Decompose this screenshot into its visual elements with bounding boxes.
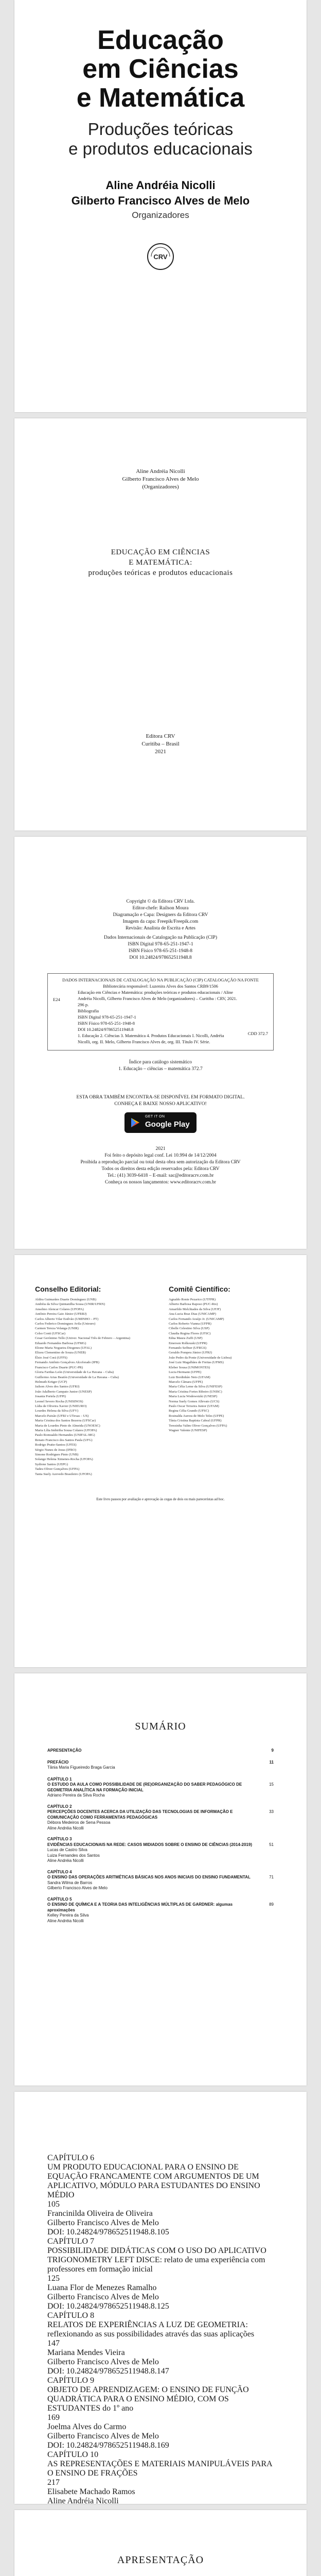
board-member: Paulo Oscar Teixeira Junior (UFAM) bbox=[169, 1404, 219, 1408]
toc-entry[interactable] bbox=[47, 1777, 274, 1799]
board-member: Francisco Carlos Duarte (PUC-PR) bbox=[35, 1365, 83, 1369]
toc-author: Lucas de Castro Silva Luiza Fernandes dos Santos Aline Andréia Nicolli bbox=[47, 1848, 100, 1863]
toc-entry[interactable] bbox=[47, 2376, 274, 2450]
toc-chapter-label: CAPÍTULO 10 bbox=[47, 2450, 99, 2459]
presentation-title: APRESENTAÇÃO bbox=[117, 2554, 204, 2566]
board-member: Agnaldo Ronie Pezarico (UTFPR) bbox=[169, 1298, 216, 1301]
toc-entry-title: O ENSINO DE QUÍMICA E A TEORIA DAS INTELIGÊNCIAS MÚLTIPLAS DE GARDNER: algumas aproximações bbox=[47, 1902, 233, 1912]
publisher-logo-text: CRV bbox=[153, 253, 168, 261]
board-member: Fernando Seffner (UFRGS) bbox=[169, 1346, 207, 1350]
board-member: Paulo Romualdo Hernandes (UNIFAL-MG) bbox=[35, 1433, 95, 1437]
toc-chapter-label: CAPÍTULO 5 bbox=[47, 1896, 72, 1902]
board-member: Geraldo Pompeu Júnior (UFRJ) bbox=[169, 1351, 212, 1355]
board-member: Luiz Bordinhão Neto (UFAM) bbox=[169, 1375, 210, 1379]
board-member: Cibelle Celestino Silva (USP) bbox=[169, 1327, 209, 1331]
toc-entry-title: RELATOS DE EXPERIÊNCIAS A LUZ DE GEOMETRIA: reflexionando as sus possibilidades através das suas aplicações bbox=[47, 2320, 255, 2338]
board-member: Celso Conti (UFSCar) bbox=[35, 1331, 65, 1335]
cip-catalog-box: DADOS INTERNACIONAIS DE CATALOGAÇÃO NA PUBLICAÇÃO (CIP) CATALOGAÇÃO NA FONTE Bibliotecária responsável: Luzenira Alves dos Santos CRB9/1506 E24 Educação em Ciências e Matemática: produções teóricas e produtos educacionais / Aline Andréia Nicolli, Gilberto Francisco Alves de Melo (organizadores) – Curitiba : CRV, 2021. 296 p. Bibliografia ISBN Digital 978-65-251-1947-1 ISBN Físico 978-65-251-1948-8 DOI 10.24824/978652511948.8 1. Educação 2. Ciências 3. Matemática 4. Produtos Educacionais I. Nicolli, Andréia Nicolli, org. II. Melo, Gilberto Francisco Alves de, org. III. Título IV. Série. CDD 372.7 bbox=[47, 973, 274, 1050]
board-member: Maria Lília Imbiriba Sousa Colares (UFOPA) bbox=[35, 1428, 97, 1432]
toc-entry[interactable] bbox=[47, 2154, 274, 2237]
board-member: Carlos Roberto Vianna (UFPR) bbox=[169, 1322, 211, 1326]
board-member: Wagner Valente (UNIFESP) bbox=[169, 1428, 207, 1432]
digital-notice: ESTA OBRA TAMBÉM ENCONTRA-SE DISPONÍVEL EM FORMATO DIGITAL. CONHEÇA E BAIXE NOSSO APLICATIVO! bbox=[76, 1095, 245, 1107]
toc-author: Débora Medeiros de Sena Pessoa Aline Andréia Nicolli bbox=[47, 1820, 111, 1831]
toc-page-number: 89 bbox=[269, 1902, 274, 1907]
title-page bbox=[14, 418, 307, 831]
board-member: Gloria Fariñas León (Universidade de La Havana – Cuba) bbox=[35, 1370, 114, 1375]
board-member: José Luiz Magalhães de Freitas (UFMS) bbox=[169, 1361, 224, 1365]
board-member: Lucia Hermann (UFPE) bbox=[169, 1370, 202, 1375]
toc-chapter-label: CAPÍTULO 7 bbox=[47, 2237, 95, 2246]
board-member: Marcelo Câmara (UFPE) bbox=[169, 1380, 203, 1384]
toc-page-number: 169 bbox=[47, 2413, 60, 2422]
board-member: Leonel Severo Rocha (UNISINOS) bbox=[35, 1399, 83, 1403]
legal-footer: 2021 Foi feito o depósito legal conf. Lei 10.994 de 14/12/2004 Proibida a reprodução parcial ou total desta obra sem autorização da Editora CRV Todos os direitos desta edição reservados pela: Editora CRV Tel.: (41) 3039-6418 – E-mail: sac@editoracrv.com.br Conheça os nossos lançamentos: www.editoracrv.com.br bbox=[80, 1146, 241, 1185]
cover-title: Educação em Ciências e Matemática bbox=[76, 25, 245, 113]
toc-entry[interactable] bbox=[47, 1870, 274, 1891]
board-member: Kleber Sousa (UNIMONTES) bbox=[169, 1365, 210, 1369]
toc-entry[interactable] bbox=[47, 1804, 274, 1832]
toc-entry[interactable] bbox=[47, 1760, 274, 1771]
board-member: Elione Maria Nogueira Diogenes (UFAL) bbox=[35, 1346, 92, 1350]
peer-review-note: Este livro passou por avaliação e aprovação às cegas de dois ou mais pareceristas ad hoc. bbox=[96, 1497, 225, 1501]
toc-chapter-label: CAPÍTULO 9 bbox=[47, 2376, 95, 2385]
board-member: João Pedro da Ponte (Universidade de Lisboa) bbox=[169, 1355, 232, 1360]
board-member: Maria Célia Leme da Silva (UNIFESP) bbox=[169, 1385, 222, 1389]
isbn-block: Dados Internacionais de Catalogação na Publicação (CIP) ISBN Digital 978-65-251-1947-1 ISBN Físico 978-65-251-1948-8 DOI 10.24824/978652511948.8 bbox=[103, 935, 217, 960]
toc-entry-title: O ESTUDO DA AULA COMO POSSIBILIDADE DE (RE)ORGANIZAÇÃO DO SABER PEDAGÓGICO DE GEOMETRIA ANALÍTICA NA FORMAÇÃO INICIAL bbox=[47, 1782, 242, 1792]
index-block: Índice para catálogo sistemático 1. Educação – ciências – matemática 372.7 bbox=[118, 1060, 203, 1072]
play-store-icon bbox=[130, 1117, 141, 1128]
board-member: Maria Cristina dos Santos Bezerra (UFSCar) bbox=[35, 1419, 96, 1423]
table-of-contents-continued bbox=[47, 2154, 274, 2504]
title-page-title: EDUCAÇÃO EM CIÊNCIAS E MATEMÁTICA: produções teóricas e produtos educacionais bbox=[88, 548, 233, 577]
toc-page-number: 11 bbox=[269, 1759, 274, 1765]
toc-entry[interactable] bbox=[47, 2311, 274, 2376]
copyright-block: Copyright © da Editora CRV Ltda. Editor-chefe: Railson Moura Diagramação e Capa: Designers da Editora CRV Imagem da capa: Freepik/Freepik.com Revisão: Analista de Escrita e Artes bbox=[113, 899, 208, 931]
toc-author: Elisabete Machado Ramos Aline Andréia Nicolli bbox=[47, 2487, 135, 2504]
cover-subtitle: Produções teóricas e produtos educacionais bbox=[68, 120, 253, 158]
board-member: Rosinalda Aurora de Melo Teles (UFPE) bbox=[169, 1414, 224, 1418]
board-member: Marcelo Paixão (UFRJ e UTexas – US) bbox=[35, 1414, 89, 1418]
board-member: Lídia de Oliveira Xavier (UNIEURO) bbox=[35, 1404, 87, 1408]
board-member: Tadeu Oliver Gonçalves (UFPA) bbox=[35, 1467, 80, 1471]
summary-page-continued bbox=[14, 2092, 307, 2504]
board-member: Simone Rodrigues Pinto (UNB) bbox=[35, 1453, 79, 1456]
toc-page-number: 105 bbox=[47, 2200, 60, 2209]
toc-author: Kelley Pereira da Silva Aline Andréia Nicolli bbox=[47, 1913, 89, 1923]
toc-entry-title: AS REPRESENTAÇÕES E MATERIAIS MANIPULÁVEIS PARA O ENSINO DE FRAÇÕES bbox=[47, 2460, 272, 2478]
toc-chapter-label: CAPÍTULO 1 bbox=[47, 1776, 72, 1782]
toc-chapter-label: CAPÍTULO 8 bbox=[47, 2311, 95, 2320]
toc-page-number: 9 bbox=[271, 1748, 274, 1753]
board-member: Lourdes Helena da Silva (UFV) bbox=[35, 1409, 79, 1413]
board-member: Ana Lucia Braz Dias (UNICAMP) bbox=[169, 1312, 216, 1316]
council-member-list bbox=[35, 1297, 153, 1477]
board-member: Edna Maura Zuffi (USP) bbox=[169, 1336, 203, 1341]
board-member: Amarildo Melchiades da Silva (UFJF) bbox=[169, 1307, 221, 1311]
board-member: Fernando Antônio Gonçalves Alcoforado (IPB) bbox=[35, 1361, 99, 1365]
committee-member-list bbox=[169, 1297, 287, 1433]
board-member: Carmen Tereza Velanga (UNIR) bbox=[35, 1327, 79, 1331]
toc-page-number: 125 bbox=[47, 2274, 60, 2283]
board-member: Helmuth Krüger (UCP) bbox=[35, 1380, 67, 1384]
board-member: Josania Portela (UFPI) bbox=[35, 1395, 66, 1399]
summary-page bbox=[14, 1673, 307, 2086]
toc-page-number: 71 bbox=[269, 1875, 274, 1879]
board-member: Maria Cristina Fortes Ribeiro (UNISC) bbox=[169, 1389, 222, 1394]
presentation-page bbox=[14, 2510, 307, 2576]
toc-entry-title: POSSIBILIDADE DIDÁTICAS COM O USO DO APLICATIVO TRIGONOMETRY LEFT DISCE: relato de uma experiência com professores em formação inicial bbox=[47, 2246, 266, 2274]
board-member: Elizeu Clementino de Souza (UNEB) bbox=[35, 1351, 86, 1355]
board-member: Rodrigo Pratte-Santos (UFES) bbox=[35, 1443, 77, 1447]
cip-text: Educação em Ciências e Matemática: produções teóricas e produtos educacionais / Aline Andréia Nicolli, Gilberto Francisco Alves de Melo (organizadores) – Curitiba : CRV, 2021. 296 p. Bibliografia ISBN Digital 978-65-251-1947-1 ISBN Físico 978-65-251-1948-8 DOI 10.24824/978652511948.8 1. Educação 2. Ciências 3. Matemática 4. Produtos Educacionais I. Nicolli, Andréia Nicolli, org. II. Melo, Gilberto Francisco Alves de, org. III. Título IV. Série. bbox=[78, 990, 237, 1044]
board-member: Maria de Lourdes Pinto de Almeida (UNOESC) bbox=[35, 1423, 100, 1428]
toc-page-number: 147 bbox=[47, 2339, 60, 2348]
toc-author: Francinilda Oliveira de Oliveira Gilberto Francisco Alves de Melo DOI: 10.24824/978652511948.8.105 bbox=[47, 2209, 169, 2236]
toc-entry-title: APRESENTAÇÃO bbox=[47, 1748, 82, 1753]
toc-entry-title: OBJETO DE APRENDIZAGEM: O ENSINO DE FUNÇÃO QUADRÁTICA PARA O ENSINO MÉDIO, COM OS ESTUDANTES do 1º ano bbox=[47, 2385, 249, 2413]
board-member: Élsio José Corá (UFFS) bbox=[35, 1355, 67, 1360]
board-member: Solange Helena Ximenes-Rocha (UFOPA) bbox=[35, 1458, 93, 1462]
scientific-committee: Comitê Científico: Agnaldo Ronie Pezarico (UTFPR) Alberto Barbosa Raposo (PUC-Rio) Amarildo Melchiades da Silva (UFJF) Ana Lucia Braz Dias (UNICAMP) Carlos Fernando Araújo Jr. (UNICAMP) Carlos Roberto Vianna (UFPR) Cibelle Celestino Silva (USP) Claudia Regina Flores (UFSC) Edna Maura Zuffi (USP) Emerson Rolkouski (UFPR) Fernando Seffner (UFRGS) Geraldo Pompeu Júnior (UFRJ) João Pedro da Ponte (Universidade de Lisboa) José Luiz Magalhães de Freitas (UFMS) Kleber Sousa (UNIMONTES) Lucia Hermann (UFPE) Luiz Bordinhão Neto (UFAM) Marcelo Câmara (UFPE) Maria Célia Leme da Silva (UNIFESP) Maria Cristina Fortes Ribeiro (UNISC) Maria Lucia Wodewotzki (UNESP) Norma Suely Gomes Allevato (UCS) Paulo Oscar Teixeira Junior (UFAM) Regina Célia Grando (UFSC) Rosinalda Aurora de Melo Teles (UFPE) Tânia Cristina Baptista Cabral (UFPR) Terezinha Valim Oliver Gonçalves (UFPA) Wagner Valente (UNIFESP) bbox=[169, 1285, 287, 1433]
toc-chapter-label: CAPÍTULO 2 bbox=[47, 1804, 72, 1809]
toc-author: Mariana Mendes Vieira Gilberto Francisco Alves de Melo DOI: 10.24824/978652511948.8.147 bbox=[47, 2348, 169, 2376]
toc-entry-title: O ENSINO DAS OPERAÇÕES ARITMÉTICAS BÁSICAS NOS ANOS INICIAIS DO ENSINO FUNDAMENTAL bbox=[47, 1875, 251, 1879]
board-member: Tânia Cristina Baptista Cabral (UFPR) bbox=[169, 1419, 222, 1423]
board-member: Eduardo Fernandes Barbosa (UFMG) bbox=[35, 1341, 86, 1345]
copyright-page bbox=[14, 837, 307, 1249]
board-member: Carlos Alberto Vilar Estêvão (UMINHO – PT) bbox=[35, 1317, 99, 1321]
cover-role: Organizadores bbox=[132, 210, 189, 220]
board-member: Tania Suely Azevedo Brasileiro (UFOPA) bbox=[35, 1472, 92, 1476]
board-member: Emerson Rolkouski (UFPR) bbox=[169, 1341, 207, 1345]
toc-entry[interactable] bbox=[47, 1897, 274, 1924]
toc-entry[interactable] bbox=[47, 2237, 274, 2311]
toc-chapter-label: CAPÍTULO 3 bbox=[47, 1837, 72, 1841]
board-member: João Adalberto Campato Junior (UNESP) bbox=[35, 1389, 92, 1394]
board-member: Norma Suely Gomes Allevato (UCS) bbox=[169, 1399, 220, 1403]
toc-page-number: 51 bbox=[269, 1842, 274, 1847]
summary-title: SUMÁRIO bbox=[135, 1721, 186, 1732]
board-member: Aldira Guimarães Duarte Domínguez (UNB) bbox=[35, 1298, 97, 1301]
board-member: Regina Célia Grando (UFSC) bbox=[169, 1409, 209, 1413]
board-member: Guillermo Arias Beatón (Universidade de La Havana – Cuba) bbox=[35, 1375, 119, 1379]
cover-authors: Aline Andréia Nicolli Gilberto Francisco Alves de Melo bbox=[71, 179, 250, 207]
board-member: Maria Lucia Wodewotzki (UNESP) bbox=[169, 1395, 218, 1399]
toc-entry-title: PREFÁCIO bbox=[47, 1759, 69, 1765]
cover-page bbox=[14, 0, 307, 412]
board-member: Sydione Santos (UEPG) bbox=[35, 1462, 68, 1466]
board-member: Cesar Gerónimo Tello (Univer. Nacional Três de Febrero – Argentina) bbox=[35, 1336, 130, 1341]
board-member: Andréia da Silva Quintanilha Sousa (UNIR/UFRN) bbox=[35, 1302, 105, 1307]
imprint: Editora CRV Curitiba – Brasil 2021 bbox=[141, 733, 180, 755]
board-member: Sérgio Nunes de Jesus (IFRO) bbox=[35, 1448, 77, 1452]
board-member: Carlos Fernando Araújo Jr. (UNICAMP) bbox=[169, 1317, 224, 1321]
toc-author: Luana Flor de Menezes Ramalho Gilberto Francisco Alves de Melo DOI: 10.24824/978652511948.8.125 bbox=[47, 2283, 169, 2311]
toc-chapter-label: CAPÍTULO 4 bbox=[47, 1869, 72, 1874]
editorial-board-page bbox=[14, 1255, 307, 1667]
board-member: Carlos Federico Dominguez Avila (Unieuro) bbox=[35, 1322, 96, 1326]
board-member: Antônio Pereira Gaio Júnior (UFRRJ) bbox=[35, 1312, 87, 1316]
board-member: Terezinha Valim Oliver Gonçalves (UFPA) bbox=[169, 1423, 227, 1428]
toc-chapter-label: CAPÍTULO 6 bbox=[47, 2154, 95, 2162]
toc-page-number: 15 bbox=[269, 1782, 274, 1787]
toc-entry-title: PERCEPÇÕES DOCENTES ACERCA DA UTILIZAÇÃO DAS TECNOLOGIAS DE INFORMAÇÃO E COMUNICAÇÃO COMO FERRAMENTAS PEDAGÓGICAS bbox=[47, 1809, 233, 1820]
toc-entry-title: EVIDÊNCIAS EDUCACIONAIS NA REDE: CASOS MIDIADOS SOBRE O ENSINO DE CIÊNCIAS (2014-2019) bbox=[47, 1842, 252, 1847]
toc-page-number: 217 bbox=[47, 2478, 60, 2487]
toc-entry-title: UM PRODUTO EDUCACIONAL PARA O ENSINO DE EQUAÇÃO FRANCAMENTE COM ARGUMENTOS DE UM APLICATIVO, MÓDULO PARA ESTUDANTES DO ENSINO MÉDIO bbox=[47, 2163, 260, 2199]
toc-page-number: 33 bbox=[269, 1809, 274, 1814]
google-play-badge[interactable]: GET IT ON Google Play bbox=[124, 1112, 197, 1133]
toc-entry[interactable] bbox=[47, 1748, 274, 1754]
publisher-logo-icon bbox=[146, 242, 175, 271]
toc-entry[interactable] bbox=[47, 1837, 274, 1864]
toc-entry[interactable] bbox=[47, 2450, 274, 2504]
title-page-names: Aline Andréia Nicolli Gilberto Francisco Alves de Melo (Organizadores) bbox=[122, 468, 199, 490]
board-member: Claudia Regina Flores (UFSC) bbox=[169, 1331, 211, 1335]
toc-author: Sandra Wilma de Barros Gilberto Francisco Alves de Melo bbox=[47, 1880, 108, 1890]
board-member: Alberto Barbosa Raposo (PUC-Rio) bbox=[169, 1302, 218, 1307]
board-member: Anselmo Alencar Colares (UFOPA) bbox=[35, 1307, 84, 1311]
toc-author: Tânia Maria Figueiredo Braga Garcia bbox=[47, 1765, 115, 1770]
toc-author: Adriano Pereira da Silva Rocha bbox=[47, 1793, 105, 1798]
board-member: Renato Francisco dos Santos Paula (UFG) bbox=[35, 1438, 93, 1442]
toc-author: Joelma Alves do Carmo Gilberto Francisco Alves de Melo DOI: 10.24824/978652511948.8.169 bbox=[47, 2422, 169, 2450]
board-member: Jailson Alves dos Santos (UFRJ) bbox=[35, 1385, 80, 1389]
editorial-council: Conselho Editorial: Aldira Guimarães Duarte Domínguez (UNB) Andréia da Silva Quintanilha Sousa (UNIR/UFRN) Anselmo Alencar Colares (UFOPA) Antônio Pereira Gaio Júnior (UFRRJ) Carlos Alberto Vilar Estêvão (UMINHO – PT) Carlos Federico Dominguez Avila (Unieuro) Carmen Tereza Velanga (UNIR) Celso Conti (UFSCar) Cesar Gerónimo Tello (Univer. Nacional Três de Febrero – Argentina) Eduardo Fernandes Barbosa (UFMG) Elione Maria Nogueira Diogenes (UFAL) Elizeu Clementino de Souza (UNEB) Élsio José Corá (UFFS) Fernando Antônio Gonçalves Alcoforado (IPB) Francisco Carlos Duarte (PUC-PR) Gloria Fariñas León (Universidade de La Havana – Cuba) Guillermo Arias Beatón (Universidade de La Havana – Cuba) Helmuth Krüger (UCP) Jailson Alves dos Santos (UFRJ) João Adalberto Campato Junior (UNESP) Josania Portela (UFPI) Leonel Severo Rocha (UNISINOS) Lídia de Oliveira Xavier (UNIEURO) Lourdes Helena da Silva (UFV) Marcelo Paixão (UFRJ e UTexas – US) Maria Cristina dos Santos Bezerra (UFSCar) Maria de Lourdes Pinto de Almeida (UNOESC) Maria Lília Imbiriba Sousa Colares (UFOPA) Paulo Romualdo Hernandes (UNIFAL-MG) Renato Francisco dos Santos Paula (UFG) Rodrigo Pratte-Santos (UFES) Sérgio Nunes de Jesus (IFRO) Simone Rodrigues Pinto (UNB) Solange Helena Ximenes-Rocha (UFOPA) Sydione Santos (UEPG) Tadeu Oliver Gonçalves (UFPA) Tania Suely Azevedo Brasileiro (UFOPA) bbox=[35, 1285, 153, 1477]
table-of-contents bbox=[47, 1748, 274, 1929]
